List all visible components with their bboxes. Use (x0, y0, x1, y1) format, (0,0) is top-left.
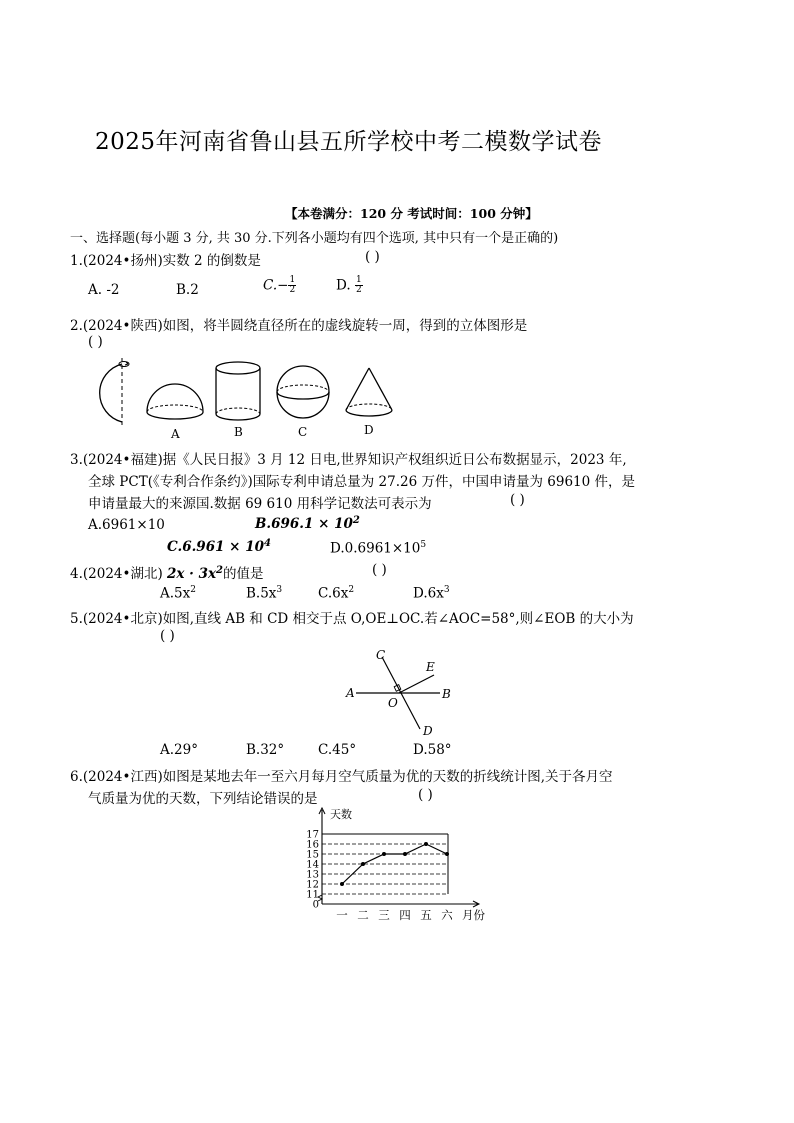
q4-bracket: ( ) (372, 562, 387, 578)
data-point (340, 882, 344, 886)
solid-b-label: B (234, 425, 243, 439)
q5-option-b: B.32° (246, 742, 285, 758)
solid-c-sphere (277, 366, 329, 418)
x-tick-label: 五 (420, 908, 432, 922)
q3-line1: 3.(2024•福建)据《人民日报》3 月 12 日电,世界知识产权组织近日公布数据显示，2023 年, (70, 452, 627, 468)
q4-d-base: D.6x (413, 585, 444, 602)
x-tick-label: 三 (378, 908, 390, 922)
q3-b-base: B.696.1 × 10 (255, 516, 353, 532)
q3-b-exponent: 2 (352, 515, 360, 526)
x-tick-label: 六 (441, 908, 453, 922)
q4-b-exponent: 3 (276, 585, 283, 595)
q4-b-base: B.5x (246, 585, 277, 602)
page-title: 2025年河南省鲁山县五所学校中考二模数学试卷 (95, 129, 603, 155)
label-c: C (376, 648, 386, 662)
q4-a-exponent: 2 (190, 585, 196, 595)
q1-stem: 1.(2024•扬州)实数 2 的倒数是 (70, 253, 261, 269)
x-tick-label: 四 (399, 908, 411, 922)
q1-option-c-fraction (288, 276, 296, 295)
q5-lines-figure (340, 645, 460, 740)
q2-bracket: ( ) (88, 334, 103, 350)
q4-option-d (413, 585, 450, 602)
q3-c-base: C.6.961 × 10 (167, 539, 264, 555)
q6-line2: 气质量为优的天数，下列结论错误的是 (88, 791, 318, 807)
y-tick-label: 17 (306, 829, 319, 841)
y-tick-label: 13 (306, 869, 319, 881)
q4-a-base: A.5x (160, 585, 191, 602)
q4-stem (70, 562, 263, 582)
q4-option-c (318, 585, 354, 602)
q4-stem-suffix: 的值是 (222, 566, 264, 582)
q1-d-denominator: 2 (355, 285, 362, 295)
q1-option-a: A. -2 (88, 282, 120, 298)
exam-info: 【本卷满分：120 分 考试时间：100 分钟】 (285, 206, 538, 221)
q3-bracket: ( ) (510, 492, 525, 508)
q4-option-b (246, 585, 282, 602)
q3-line2: 全球 PCT(《专利合作条约》)国际专利申请总量为 27.26 万件，中国申请量为 69610 件，是 (88, 474, 635, 490)
q4-c-exponent: 2 (348, 585, 355, 595)
q3-option-d (330, 540, 426, 557)
q4-expression: 2x · 3x (167, 566, 217, 582)
q3-option-a: A.6961×10 (88, 517, 165, 533)
x-tick-label: 一 (336, 908, 348, 922)
q3-d-exponent: 5 (420, 540, 427, 550)
q4-expression-exponent: 2 (216, 565, 223, 576)
data-point (445, 852, 449, 856)
q4-stem-prefix: 4.(2024•湖北) (70, 566, 163, 582)
q2-stem: 2.(2024•陕西)如图，将半圆绕直径所在的虚线旋转一周，得到的立体图形是 (70, 318, 528, 334)
y-tick-label: 0 (312, 899, 319, 911)
x-axis-label: 月份 (462, 908, 485, 922)
q4-c-base: C.6x (318, 585, 349, 602)
q5-stem: 5.(2024•北京)如图,直线 AB 和 CD 相交于点 O,OE⊥OC.若∠AOC=58°,则∠EOB 的大小为 (70, 611, 634, 627)
q3-option-b (255, 515, 360, 532)
q4-option-a (160, 585, 196, 602)
label-b: B (442, 687, 451, 701)
q6-line-chart (300, 806, 490, 924)
q2-solids-figure (88, 356, 408, 442)
q1-d-numerator: 1 (355, 275, 362, 285)
data-point (382, 852, 386, 856)
section-heading: 一、选择题(每小题 3 分, 共 30 分.下列各小题均有四个选项, 其中只有一个是正确的) (70, 231, 559, 246)
solid-a-label: A (171, 427, 180, 441)
data-point (361, 862, 365, 866)
y-tick-label: 11 (306, 889, 319, 901)
y-tick-label: 15 (306, 849, 319, 861)
y-axis-label: 天数 (330, 808, 352, 821)
label-a: A (346, 686, 355, 700)
q1-c-numerator: 1 (289, 275, 296, 285)
ray-oe (399, 675, 434, 693)
q3-option-c (167, 538, 271, 555)
q3-line3: 申请量最大的来源国.数据 69 610 用科学记数法可表示为 (88, 496, 432, 512)
q1-option-c (263, 276, 296, 295)
data-point (403, 852, 407, 856)
solid-c-label: C (298, 425, 308, 439)
q1-option-c-prefix: C.− (263, 277, 289, 294)
q5-bracket: ( ) (160, 628, 175, 644)
q6-line1: 6.(2024•江西)如图是某地去年一至六月每月空气质量为优的天数的折线统计图,关于各月空 (70, 769, 613, 785)
y-tick-label: 16 (306, 839, 319, 851)
x-tick-label: 二 (357, 908, 369, 922)
y-tick-label: 14 (306, 859, 319, 871)
q6-bracket: ( ) (418, 787, 433, 803)
label-e: E (426, 660, 435, 674)
solid-a-hemisphere (147, 384, 203, 419)
label-d: D (423, 724, 433, 738)
data-point (424, 842, 428, 846)
q1-option-b: B.2 (176, 282, 199, 298)
solid-d-label: D (364, 423, 374, 437)
q3-d-base: D.0.6961×10 (330, 540, 421, 557)
solid-b-cylinder (216, 362, 260, 420)
q5-option-c: C.45° (318, 742, 357, 758)
q1-bracket: ( ) (365, 249, 380, 265)
q3-c-exponent: 4 (263, 538, 271, 549)
q1-option-d-fraction (355, 276, 363, 295)
q4-d-exponent: 3 (443, 585, 450, 595)
label-o: O (388, 696, 398, 710)
q1-c-denominator: 2 (289, 285, 296, 295)
q5-option-d: D.58° (413, 742, 452, 758)
y-tick-label: 12 (306, 879, 319, 891)
semicircle-figure (100, 358, 129, 426)
solid-d-cone (346, 368, 392, 416)
q5-option-a: A.29° (160, 742, 198, 758)
q1-option-d (336, 276, 363, 295)
q1-option-d-prefix: D. (336, 277, 351, 294)
